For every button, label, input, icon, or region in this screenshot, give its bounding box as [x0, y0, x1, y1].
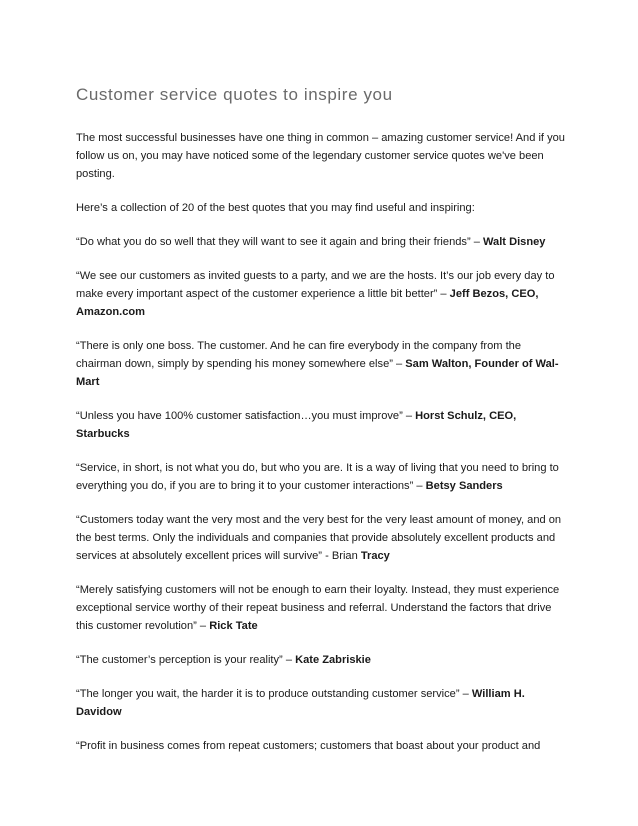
- quote-author: Betsy Sanders: [425, 480, 503, 492]
- document-page: [76, 84, 566, 771]
- collection-paragraph: Here’s a collection of 20 of the best quotes that you may find useful and inspiring:: [76, 202, 475, 214]
- quote-author: Horst Schulz, CEO, Starbucks: [76, 410, 517, 440]
- quote-text: “Unless you have 100% customer satisfaction…you must improve” –: [76, 410, 416, 422]
- page-title: Customer service quotes to inspire you: [76, 85, 393, 104]
- quote-text: “Customers today want the very most and the very best for the very least amount of money, and on the best terms. Only the individuals and companies that provide absolutely excellent products and services at absolutely excellent prices will survive” - Brian: [76, 514, 562, 562]
- quote-paragraph: [76, 267, 566, 321]
- quote-text: “We see our customers as invited guests to a party, and we are the hosts. It’s our job every day to make every important aspect of the customer experience a little bit better” –: [76, 270, 555, 300]
- quote-paragraph: [76, 459, 566, 495]
- quote-text: “There is only one boss. The customer. And he can fire everybody in the company from the chairman down, simply by spending his money somewhere else” –: [76, 340, 522, 370]
- quote-author: Sam Walton, Founder of Wal-Mart: [76, 358, 559, 388]
- quote-author: Kate Zabriskie: [295, 654, 371, 666]
- quote-paragraph: [76, 651, 566, 669]
- quote-text: “Service, in short, is not what you do, but who you are. It is a way of living that you need to bring to everything you do, if you are to bring it to your customer interactions” –: [76, 462, 559, 492]
- quote-paragraph: [76, 407, 566, 443]
- quote-paragraph: [76, 737, 566, 755]
- quote-author: William H. Davidow: [76, 688, 525, 718]
- quote-author: Tracy: [360, 550, 390, 562]
- quote-text: “Merely satisfying customers will not be enough to earn their loyalty. Instead, they must experience exceptional service worthy of their repeat business and referral. Understand the factors that drive this customer revolution” –: [76, 584, 560, 632]
- quote-text: “Profit in business comes from repeat customers; customers that boast about your product and: [76, 740, 541, 752]
- quote-paragraph: [76, 511, 566, 565]
- intro-paragraph: The most successful businesses have one thing in common – amazing customer service! And if you follow us on, you may have noticed some of the legendary customer service quotes we've been posting.: [76, 132, 565, 180]
- quote-author: Jeff Bezos, CEO, Amazon.com: [76, 288, 539, 318]
- quote-text: “The customer’s perception is your reality” –: [76, 654, 296, 666]
- quote-paragraph: [76, 581, 566, 635]
- quote-paragraph: [76, 337, 566, 391]
- quote-paragraph: [76, 685, 566, 721]
- quote-author: Rick Tate: [209, 620, 258, 632]
- quote-text: “Do what you do so well that they will want to see it again and bring their friends” –: [76, 236, 483, 248]
- quote-paragraph: [76, 233, 566, 251]
- quote-text: “The longer you wait, the harder it is to produce outstanding customer service” –: [76, 688, 472, 700]
- quote-author: Walt Disney: [483, 236, 546, 248]
